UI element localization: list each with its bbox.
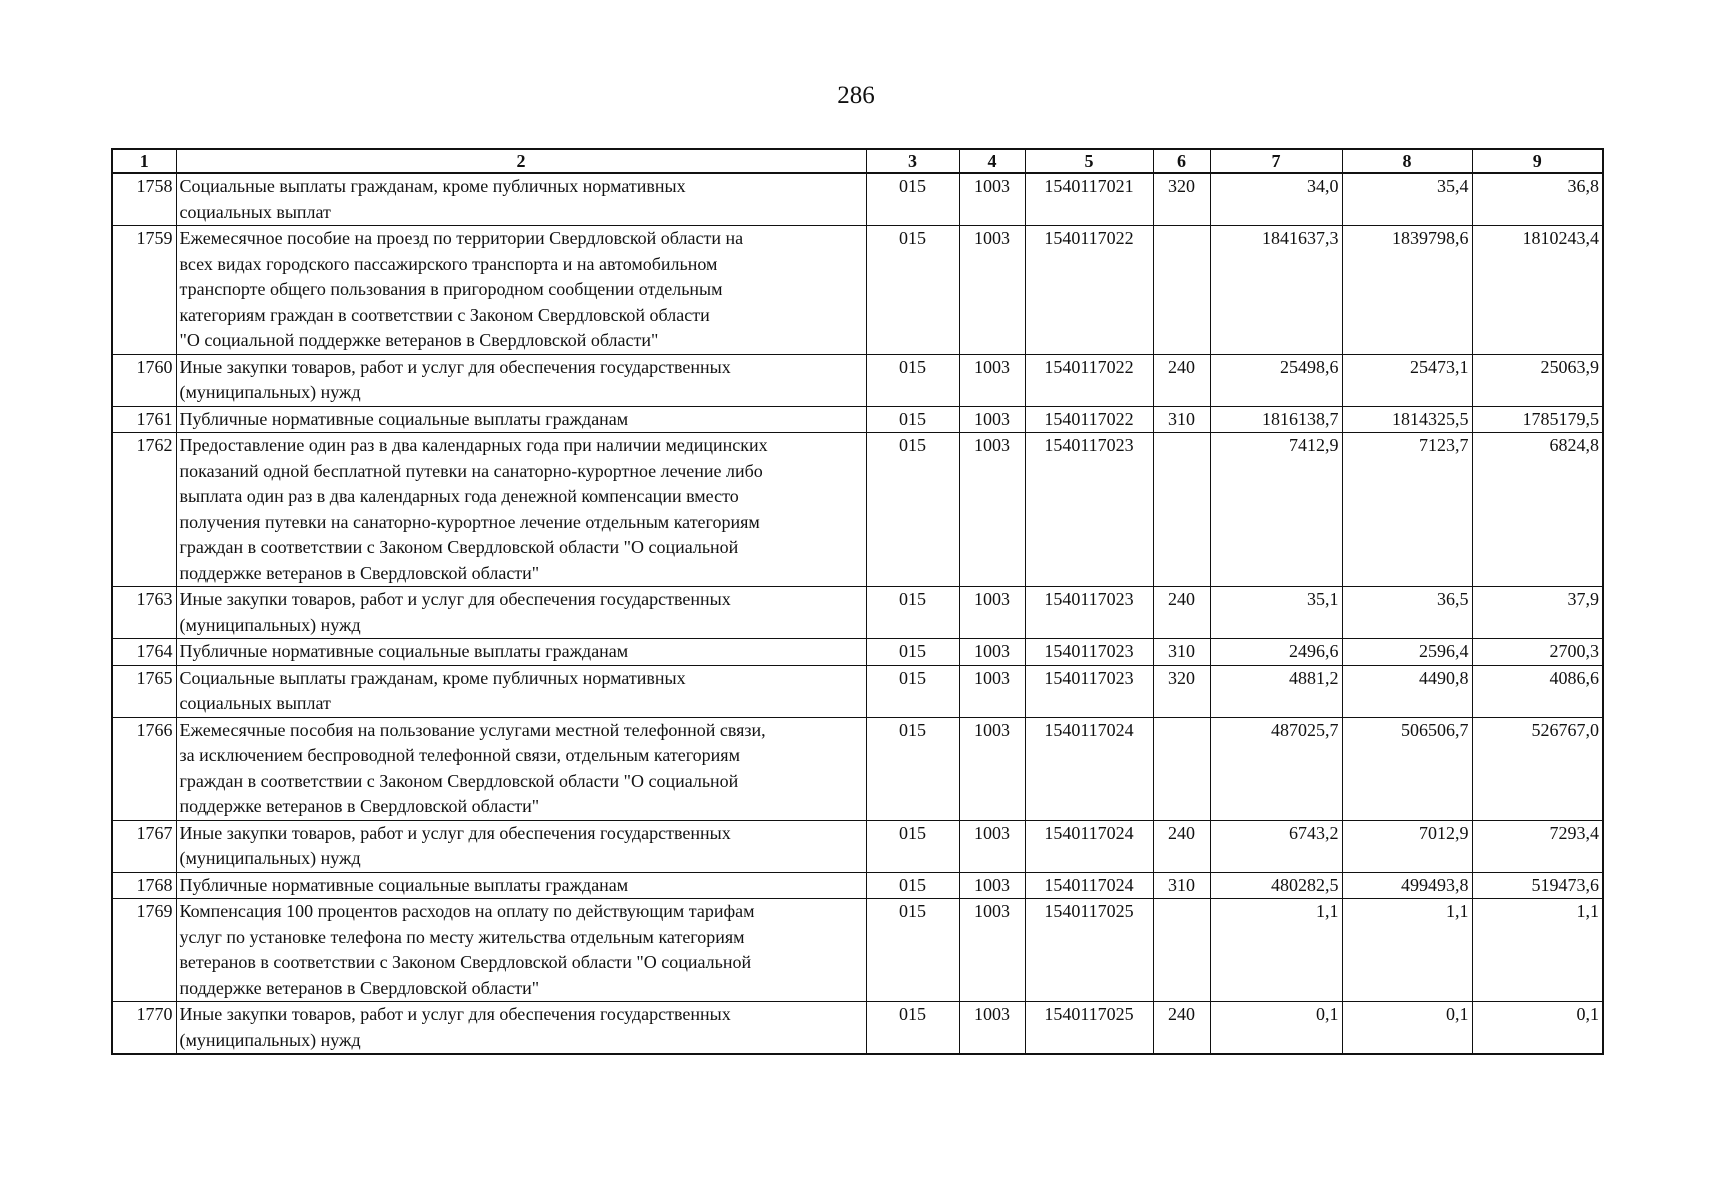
amount-year3-cell: 1,1 (1472, 899, 1603, 1002)
expense-type-cell (1153, 899, 1210, 1002)
description-cell (176, 665, 866, 717)
description-cell (176, 354, 866, 406)
target-article-cell: 1540117023 (1025, 433, 1153, 587)
column-header: 5 (1025, 149, 1153, 173)
description-line: граждан в соответствии с Законом Свердловской области "О социальной (179, 537, 739, 557)
amount-year1-cell: 1,1 (1210, 899, 1342, 1002)
amount-year2-cell: 1,1 (1342, 899, 1472, 1002)
table-row (112, 639, 1603, 666)
amount-year2-cell: 35,4 (1342, 173, 1472, 226)
description-line: граждан в соответствии с Законом Свердловской области "О социальной (179, 770, 739, 791)
amount-year1-cell: 6743,2 (1210, 820, 1342, 872)
section-code-cell: 1003 (959, 899, 1025, 1002)
description-cell (176, 226, 866, 355)
description-cell (176, 1002, 866, 1055)
table-row (112, 354, 1603, 406)
target-article-cell: 1540117021 (1025, 173, 1153, 226)
description-line: (муниципальных) нужд (179, 614, 361, 635)
row-number-cell: 1759 (112, 226, 176, 355)
amount-year1-cell: 4881,2 (1210, 665, 1342, 717)
amount-year3-cell: 1810243,4 (1472, 226, 1603, 355)
description-cell (176, 872, 866, 899)
ministry-code-cell: 015 (866, 226, 959, 355)
row-number-cell: 1760 (112, 354, 176, 406)
amount-year3-cell: 0,1 (1472, 1002, 1603, 1055)
amount-year1-cell: 2496,6 (1210, 639, 1342, 666)
section-code-cell: 1003 (959, 1002, 1025, 1055)
column-header: 9 (1472, 149, 1603, 173)
ministry-code-cell: 015 (866, 717, 959, 820)
description-line: за исключением беспроводной телефонной связи, отдельным категориям (179, 745, 740, 765)
amount-year3-cell: 37,9 (1472, 587, 1603, 639)
amount-year2-cell: 499493,8 (1342, 872, 1472, 899)
table-row (112, 872, 1603, 899)
table-row (112, 1002, 1603, 1055)
expense-type-cell: 310 (1153, 639, 1210, 666)
expense-type-cell: 320 (1153, 173, 1210, 226)
section-code-cell: 1003 (959, 226, 1025, 355)
ministry-code-cell: 015 (866, 899, 959, 1002)
target-article-cell: 1540117022 (1025, 406, 1153, 433)
section-code-cell: 1003 (959, 665, 1025, 717)
target-article-cell: 1540117024 (1025, 872, 1153, 899)
section-code-cell: 1003 (959, 717, 1025, 820)
expense-type-cell: 320 (1153, 665, 1210, 717)
amount-year3-cell: 36,8 (1472, 173, 1603, 226)
description-cell (176, 899, 866, 1002)
amount-year1-cell: 1841637,3 (1210, 226, 1342, 355)
budget-table (111, 148, 1604, 1055)
column-header: 8 (1342, 149, 1472, 173)
amount-year3-cell: 2700,3 (1472, 639, 1603, 666)
table-row (112, 717, 1603, 820)
expense-type-cell: 240 (1153, 820, 1210, 872)
table-row (112, 433, 1603, 587)
row-number-cell: 1768 (112, 872, 176, 899)
expense-type-cell (1153, 433, 1210, 587)
description-line: транспорте общего пользования в пригородном сообщении отдельным (179, 279, 723, 299)
amount-year3-cell: 526767,0 (1472, 717, 1603, 820)
column-header: 3 (866, 149, 959, 173)
amount-year1-cell: 480282,5 (1210, 872, 1342, 899)
ministry-code-cell: 015 (866, 173, 959, 226)
target-article-cell: 1540117024 (1025, 717, 1153, 820)
amount-year3-cell: 1785179,5 (1472, 406, 1603, 433)
description-line: показаний одной бесплатной путевки на санаторно-курортное лечение либо (179, 460, 763, 481)
description-line: Ежемесячное пособие на проезд по территории Свердловской области на (179, 228, 744, 248)
description-line: Публичные нормативные социальные выплаты гражданам (179, 874, 629, 895)
description-line: Ежемесячные пособия на пользование услугами местной телефонной связи, (179, 719, 766, 740)
description-line: Иные закупки товаров, работ и услуг для обеспечения государственных (179, 356, 731, 377)
amount-year1-cell: 35,1 (1210, 587, 1342, 639)
description-line: выплата один раз в два календарных года денежной компенсации вместо (179, 486, 739, 506)
description-line: категориям граждан в соответствии с Законом Свердловской области (179, 304, 710, 325)
row-number-cell: 1765 (112, 665, 176, 717)
target-article-cell: 1540117023 (1025, 639, 1153, 666)
description-line: (муниципальных) нужд (179, 1029, 361, 1050)
description-line: получения путевки на санаторно-курортное лечение отдельным категориям (179, 511, 760, 532)
table-row (112, 820, 1603, 872)
description-line: социальных выплат (179, 693, 331, 713)
section-code-cell: 1003 (959, 354, 1025, 406)
ministry-code-cell: 015 (866, 665, 959, 717)
section-code-cell: 1003 (959, 872, 1025, 899)
description-line: Иные закупки товаров, работ и услуг для обеспечения государственных (179, 589, 731, 609)
section-code-cell: 1003 (959, 173, 1025, 226)
row-number-cell: 1766 (112, 717, 176, 820)
description-line: социальных выплат (179, 201, 331, 222)
column-header: 4 (959, 149, 1025, 173)
ministry-code-cell: 015 (866, 820, 959, 872)
amount-year2-cell: 0,1 (1342, 1002, 1472, 1055)
description-line: всех видах городского пассажирского транспорта и на автомобильном (179, 253, 718, 274)
column-header: 1 (112, 149, 176, 173)
table-row (112, 406, 1603, 433)
ministry-code-cell: 015 (866, 433, 959, 587)
expense-type-cell (1153, 226, 1210, 355)
amount-year3-cell: 4086,6 (1472, 665, 1603, 717)
description-cell (176, 717, 866, 820)
ministry-code-cell: 015 (866, 354, 959, 406)
description-line: услуг по установке телефона по месту жительства отдельным категориям (179, 926, 745, 947)
expense-type-cell (1153, 717, 1210, 820)
description-line: Иные закупки товаров, работ и услуг для обеспечения государственных (179, 1004, 731, 1024)
description-line: Публичные нормативные социальные выплаты гражданам (179, 408, 629, 429)
expense-type-cell: 240 (1153, 1002, 1210, 1055)
description-line: (муниципальных) нужд (179, 382, 361, 402)
table-header (112, 149, 1603, 173)
table-row (112, 665, 1603, 717)
target-article-cell: 1540117022 (1025, 226, 1153, 355)
section-code-cell: 1003 (959, 820, 1025, 872)
amount-year3-cell: 7293,4 (1472, 820, 1603, 872)
description-line: поддержке ветеранов в Свердловской области" (179, 977, 540, 998)
description-cell (176, 820, 866, 872)
target-article-cell: 1540117023 (1025, 587, 1153, 639)
description-cell (176, 639, 866, 666)
amount-year3-cell: 519473,6 (1472, 872, 1603, 899)
amount-year1-cell: 0,1 (1210, 1002, 1342, 1055)
column-header: 7 (1210, 149, 1342, 173)
description-line: (муниципальных) нужд (179, 848, 361, 868)
column-header: 2 (176, 149, 866, 173)
description-line: Социальные выплаты гражданам, кроме публичных нормативных (179, 667, 686, 688)
amount-year2-cell: 506506,7 (1342, 717, 1472, 820)
description-cell (176, 587, 866, 639)
amount-year1-cell: 25498,6 (1210, 354, 1342, 406)
row-number-cell: 1762 (112, 433, 176, 587)
amount-year1-cell: 1816138,7 (1210, 406, 1342, 433)
description-line: Предоставление один раз в два календарных года при наличии медицинских (179, 435, 768, 455)
table-row (112, 226, 1603, 355)
row-number-cell: 1764 (112, 639, 176, 666)
row-number-cell: 1763 (112, 587, 176, 639)
section-code-cell: 1003 (959, 433, 1025, 587)
ministry-code-cell: 015 (866, 639, 959, 666)
section-code-cell: 1003 (959, 406, 1025, 433)
target-article-cell: 1540117023 (1025, 665, 1153, 717)
description-line: ветеранов в соответствии с Законом Свердловской области "О социальной (179, 952, 752, 972)
description-line: Компенсация 100 процентов расходов на оплату по действующим тарифам (179, 901, 755, 921)
amount-year3-cell: 6824,8 (1472, 433, 1603, 587)
expense-type-cell: 240 (1153, 354, 1210, 406)
amount-year2-cell: 2596,4 (1342, 639, 1472, 666)
description-line: Иные закупки товаров, работ и услуг для обеспечения государственных (179, 822, 731, 843)
ministry-code-cell: 015 (866, 1002, 959, 1055)
amount-year2-cell: 4490,8 (1342, 665, 1472, 717)
row-number-cell: 1758 (112, 173, 176, 226)
section-code-cell: 1003 (959, 639, 1025, 666)
amount-year2-cell: 25473,1 (1342, 354, 1472, 406)
description-cell (176, 433, 866, 587)
ministry-code-cell: 015 (866, 406, 959, 433)
row-number-cell: 1770 (112, 1002, 176, 1055)
amount-year2-cell: 36,5 (1342, 587, 1472, 639)
target-article-cell: 1540117025 (1025, 1002, 1153, 1055)
target-article-cell: 1540117025 (1025, 899, 1153, 1002)
row-number-cell: 1761 (112, 406, 176, 433)
description-line: поддержке ветеранов в Свердловской области" (179, 562, 540, 583)
ministry-code-cell: 015 (866, 587, 959, 639)
ministry-code-cell: 015 (866, 872, 959, 899)
header-row (112, 149, 1603, 173)
target-article-cell: 1540117024 (1025, 820, 1153, 872)
column-header: 6 (1153, 149, 1210, 173)
amount-year1-cell: 487025,7 (1210, 717, 1342, 820)
table-row (112, 899, 1603, 1002)
expense-type-cell: 240 (1153, 587, 1210, 639)
expense-type-cell: 310 (1153, 872, 1210, 899)
page-number: 286 (837, 82, 875, 109)
amount-year2-cell: 7012,9 (1342, 820, 1472, 872)
section-code-cell: 1003 (959, 587, 1025, 639)
table-row (112, 173, 1603, 226)
amount-year1-cell: 7412,9 (1210, 433, 1342, 587)
description-cell (176, 173, 866, 226)
expense-type-cell: 310 (1153, 406, 1210, 433)
description-line: "О социальной поддержке ветеранов в Свердловской области" (179, 330, 659, 350)
amount-year2-cell: 1814325,5 (1342, 406, 1472, 433)
description-line: Публичные нормативные социальные выплаты гражданам (179, 641, 629, 661)
description-line: поддержке ветеранов в Свердловской области" (179, 796, 540, 816)
amount-year2-cell: 7123,7 (1342, 433, 1472, 587)
description-line: Социальные выплаты гражданам, кроме публичных нормативных (179, 176, 686, 196)
amount-year1-cell: 34,0 (1210, 173, 1342, 226)
amount-year3-cell: 25063,9 (1472, 354, 1603, 406)
row-number-cell: 1767 (112, 820, 176, 872)
table-row (112, 587, 1603, 639)
amount-year2-cell: 1839798,6 (1342, 226, 1472, 355)
description-cell (176, 406, 866, 433)
table-body (112, 173, 1603, 1054)
target-article-cell: 1540117022 (1025, 354, 1153, 406)
row-number-cell: 1769 (112, 899, 176, 1002)
